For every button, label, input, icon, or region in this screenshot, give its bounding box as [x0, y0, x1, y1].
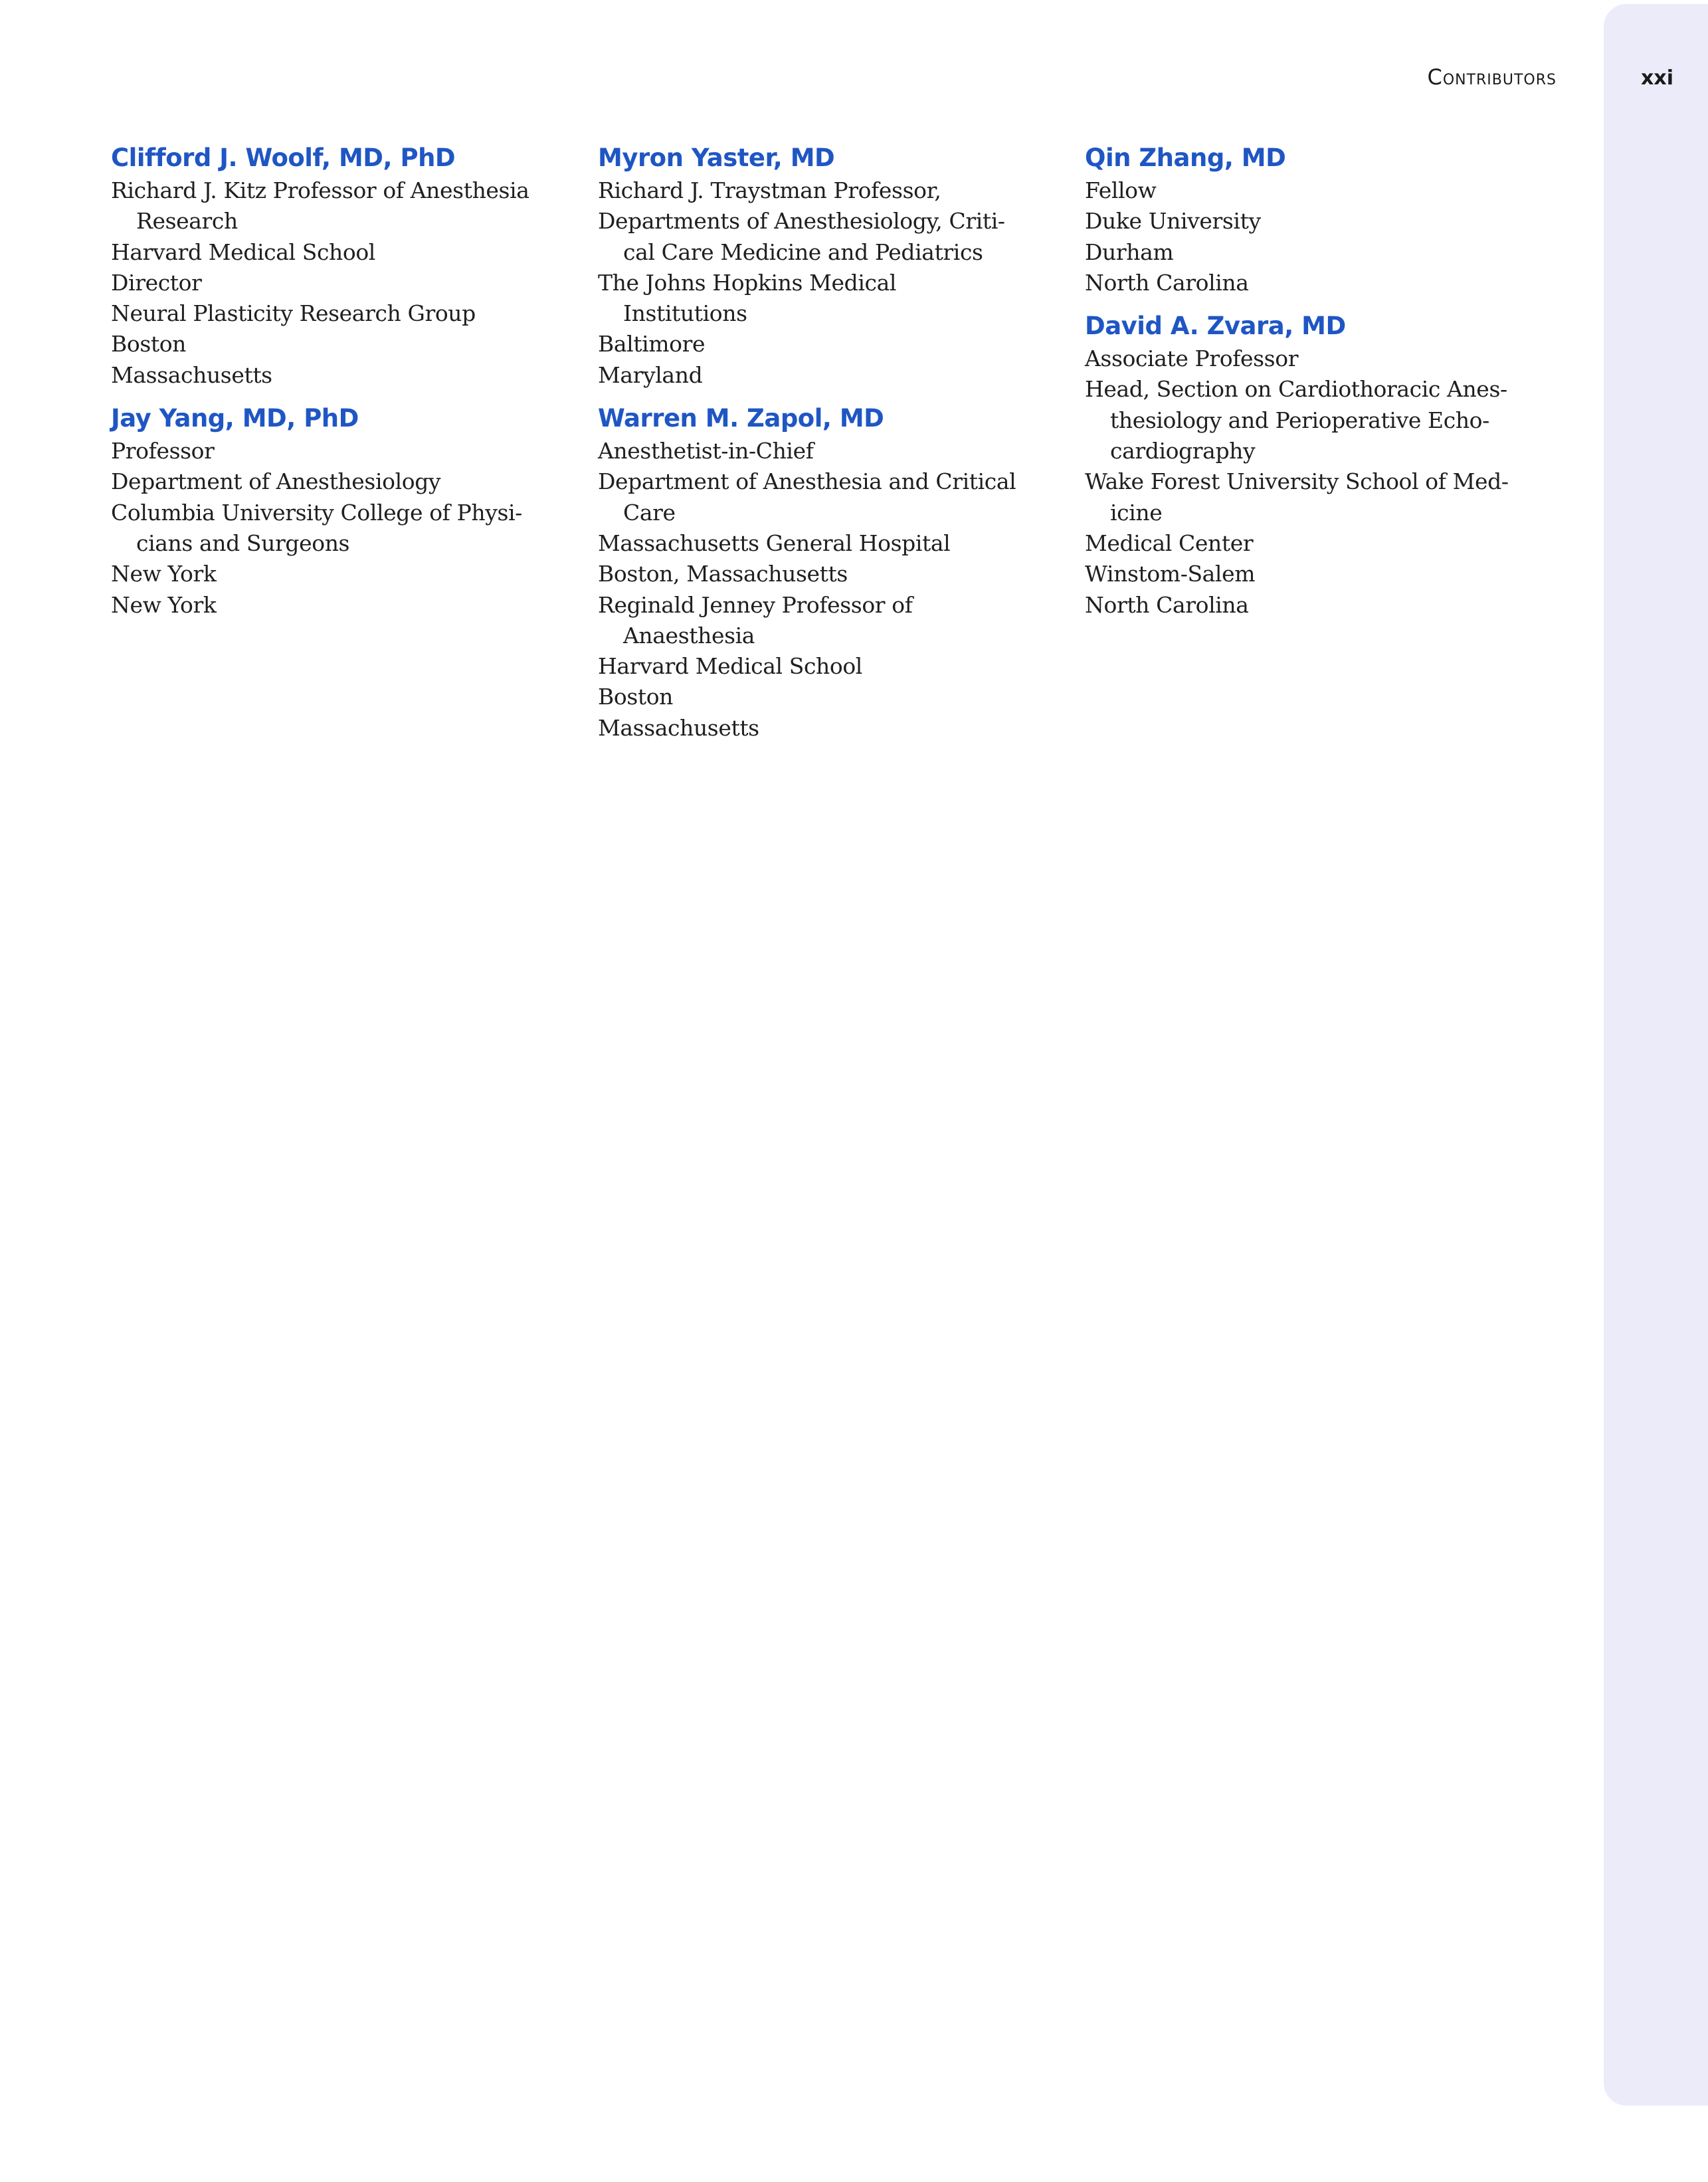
contributor-entry: [1085, 141, 1523, 298]
affiliation-line: Reginald Jenney Professor of: [598, 591, 913, 618]
affiliation-line: The Johns Hopkins Medical: [598, 269, 897, 296]
contributor-name: Qin Zhang, MD: [1085, 144, 1286, 172]
affiliation-line: Harvard Medical School: [111, 239, 375, 265]
affiliation-line: Anesthetist-in-Chief: [598, 438, 814, 464]
contributor-name: Jay Yang, MD, PhD: [111, 404, 359, 433]
affiliation-line: Medical Center: [1085, 530, 1254, 556]
affiliation-line: Massachusetts: [598, 714, 759, 741]
affiliation-line: Fellow: [1085, 177, 1157, 203]
column-3: [1085, 141, 1523, 631]
affiliation-line: Massachusetts General Hospital: [598, 530, 951, 556]
affiliation-line: New York: [111, 591, 217, 618]
affiliation-line: Director: [111, 269, 202, 296]
affiliation-line: Professor: [111, 438, 215, 464]
affiliation-line: Care: [623, 499, 676, 526]
affiliation-line: Departments of Anesthesiology, Criti-: [598, 208, 1005, 235]
affiliation-line: Richard J. Traystman Professor,: [598, 177, 941, 203]
affiliation-line: North Carolina: [1085, 591, 1249, 618]
affiliation-line: Boston, Massachusetts: [598, 561, 848, 587]
column-1: [111, 141, 549, 631]
affiliation-line: Baltimore: [598, 331, 706, 357]
contributor-entry: [111, 401, 549, 621]
affiliation-line: Neural Plasticity Research Group: [111, 300, 476, 327]
affiliation-line: Wake Forest University School of Med-: [1085, 468, 1509, 495]
affiliation-line: icine: [1110, 499, 1163, 526]
affiliation-line: North Carolina: [1085, 269, 1249, 296]
contributor-name: David A. Zvara, MD: [1085, 312, 1346, 341]
affiliation-line: Anaesthesia: [623, 622, 755, 648]
contributor-entry: [1085, 309, 1523, 621]
contributor-name: Clifford J. Woolf, MD, PhD: [111, 144, 456, 172]
affiliation-line: Department of Anesthesia and Critical: [598, 468, 1016, 495]
affiliation-line: Boston: [111, 331, 187, 357]
affiliation-line: cardiography: [1110, 438, 1256, 464]
affiliation-line: cians and Surgeons: [136, 530, 350, 556]
contributor-entry: [111, 141, 549, 391]
contributor-entry: [598, 141, 1036, 391]
affiliation-line: Durham: [1085, 239, 1174, 265]
affiliation-line: Maryland: [598, 361, 703, 388]
affiliation-line: Department of Anesthesiology: [111, 468, 441, 495]
page-edge-tab: [1604, 4, 1708, 2106]
affiliation-line: thesiology and Perioperative Echo-: [1110, 407, 1489, 433]
affiliation-line: Institutions: [623, 300, 747, 327]
affiliation-line: Research: [136, 208, 238, 235]
affiliation-line: Columbia University College of Physi-: [111, 499, 522, 526]
affiliation-line: Associate Professor: [1085, 346, 1299, 372]
affiliation-line: cal Care Medicine and Pediatrics: [623, 239, 983, 265]
affiliation-line: Boston: [598, 684, 674, 710]
column-2: [598, 141, 1036, 754]
contributor-entry: [598, 401, 1036, 744]
contributor-name: Warren M. Zapol, MD: [598, 404, 884, 433]
affiliation-line: Richard J. Kitz Professor of Anesthesia: [111, 177, 529, 203]
affiliation-line: Massachusetts: [111, 361, 272, 388]
affiliation-line: Harvard Medical School: [598, 653, 862, 680]
running-head: Contributors: [1427, 64, 1557, 90]
affiliation-line: Head, Section on Cardiothoracic Anes-: [1085, 376, 1507, 403]
affiliation-line: New York: [111, 561, 217, 587]
affiliation-line: Duke University: [1085, 208, 1261, 235]
page-number: xxi: [1641, 66, 1673, 90]
contributor-name: Myron Yaster, MD: [598, 144, 835, 172]
affiliation-line: Winstom-Salem: [1085, 561, 1256, 587]
